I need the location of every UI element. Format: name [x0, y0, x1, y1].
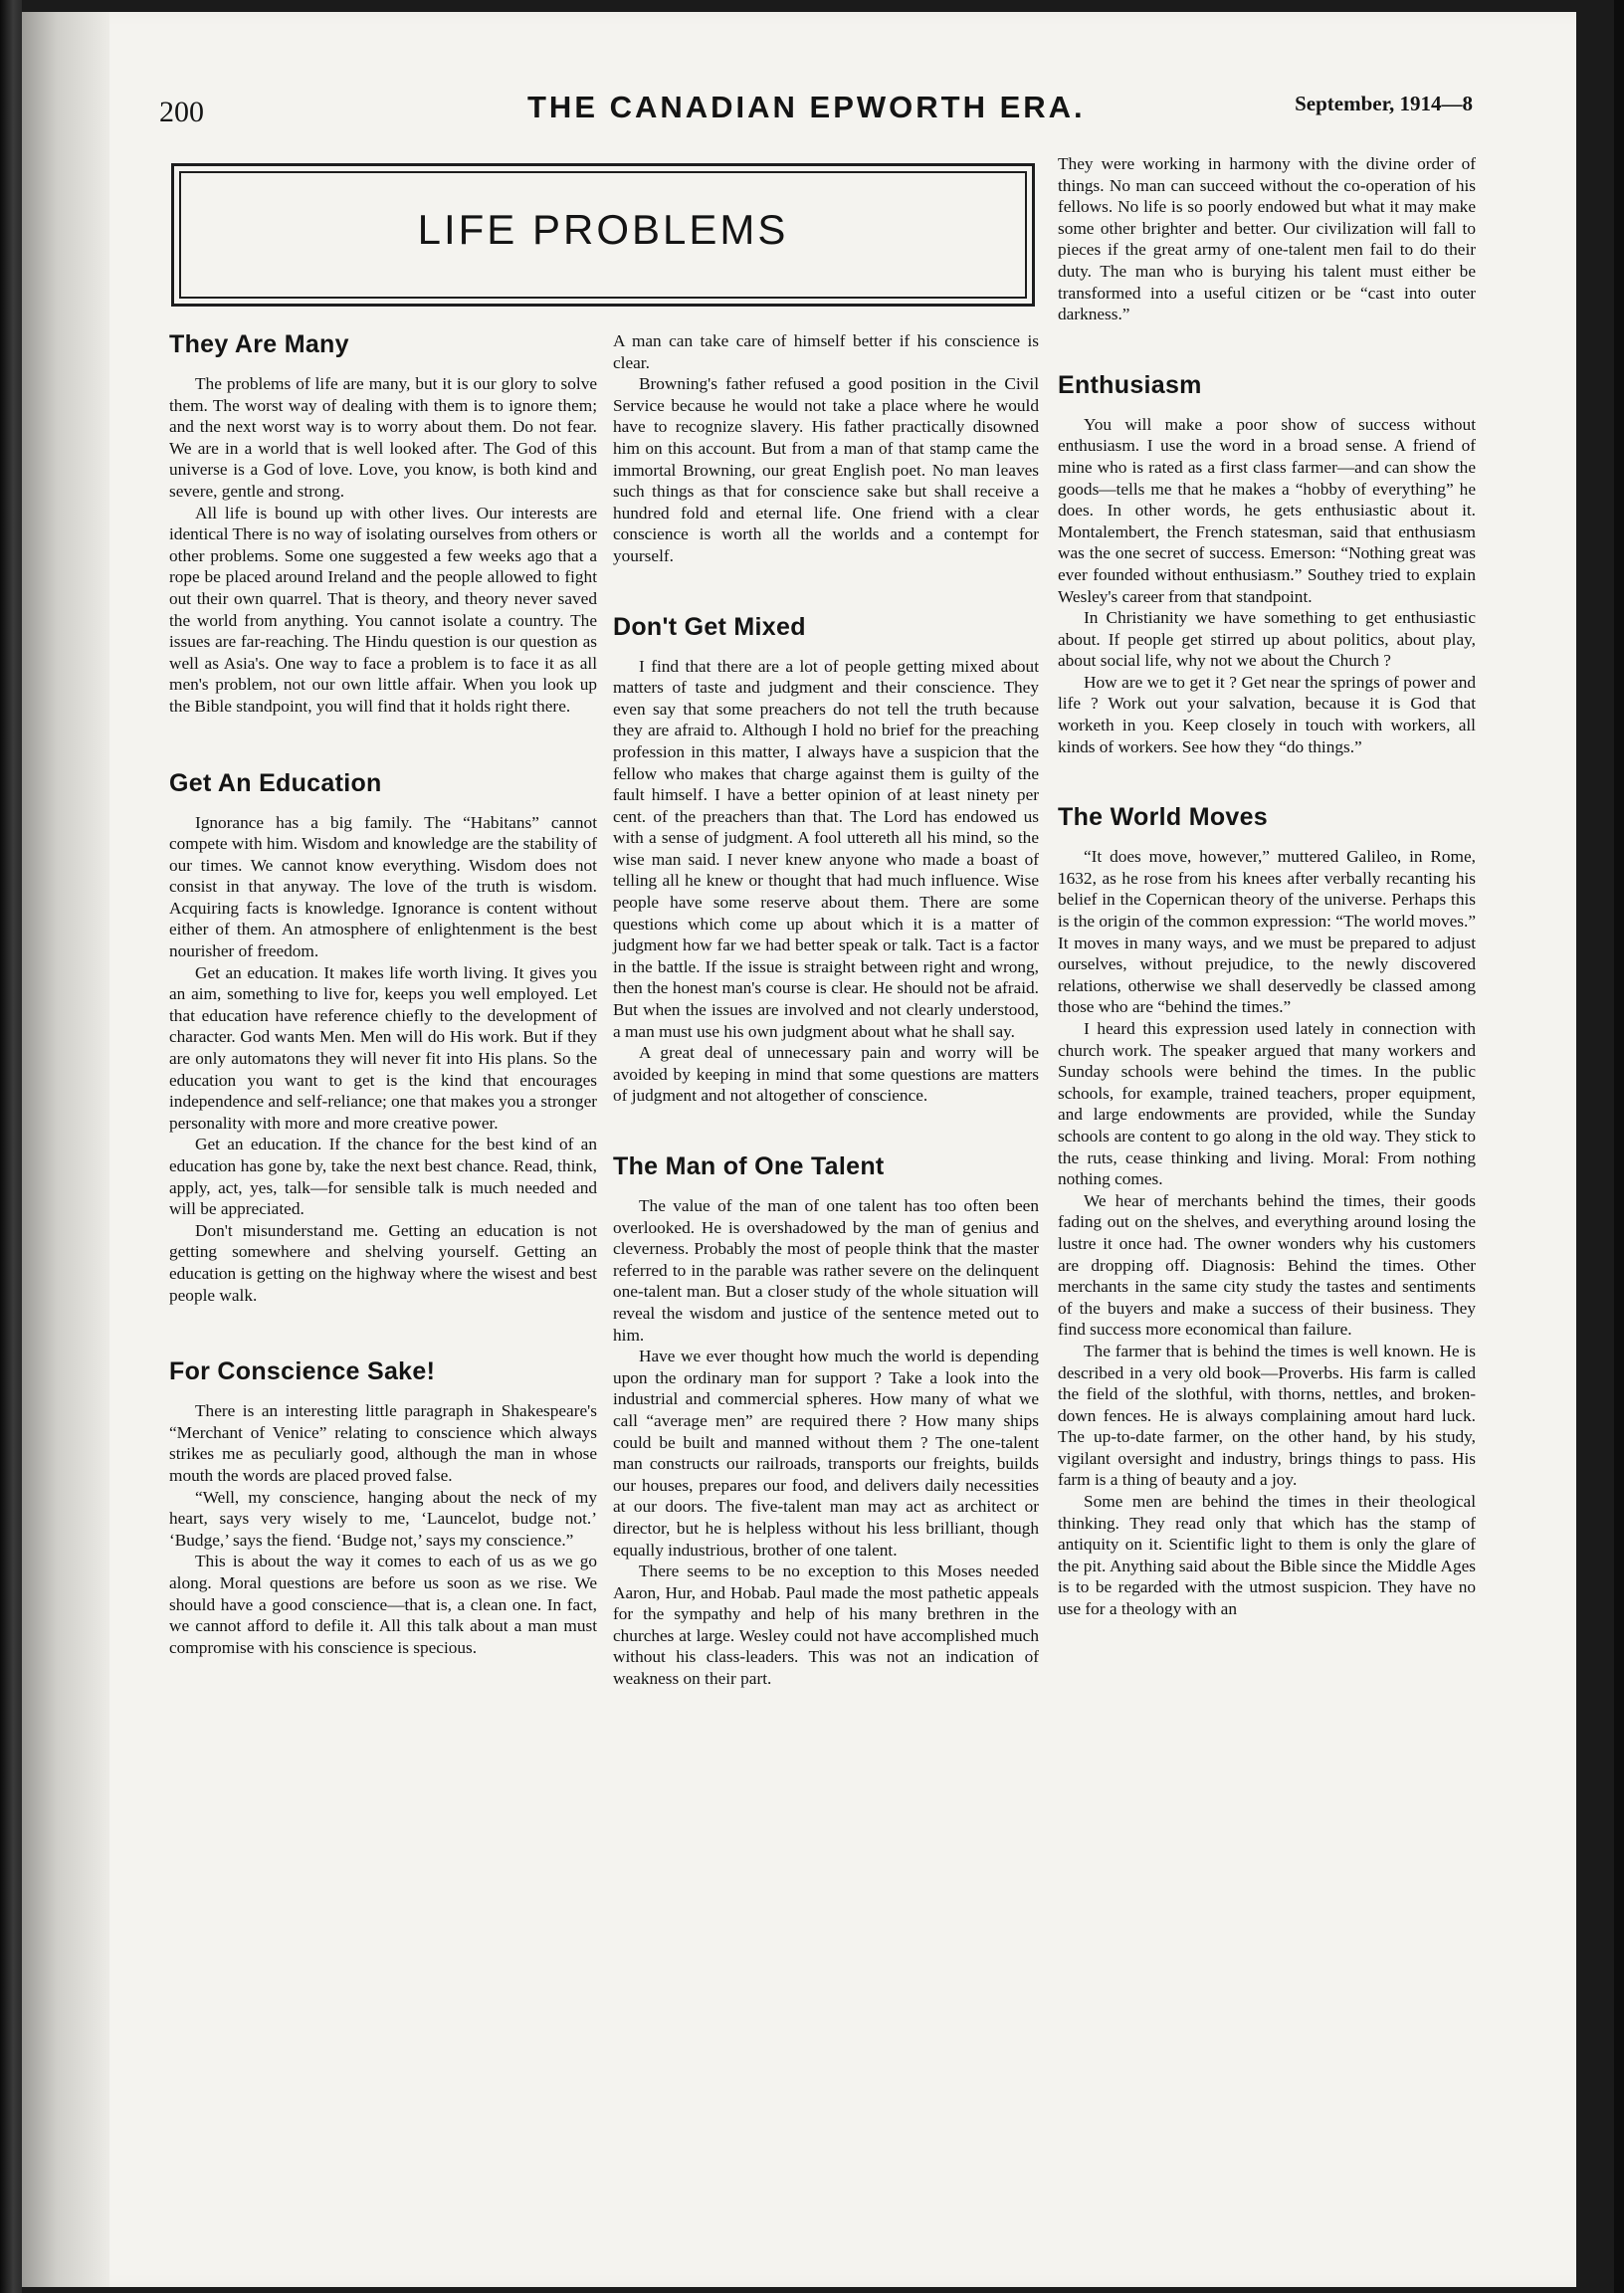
- paragraph: The value of the man of one talent has too often been overlooked. He is overshadowed by the man of genius and cleverness. Probably the most of people think that the master referred to in the parable was rather severe on the delinquent one-talent man. But a closer study of the whole situation will reveal the wisdom and justice of the sentence meted out to him.: [613, 1196, 1039, 1345]
- section-banner: [171, 163, 1035, 307]
- paragraph: Some men are behind the times in their theological thinking. They read only that which has the stamp of antiquity on it. Scientific light to them is only the glare of the pit. Anything said about the Bible since the Middle Ages is to be regarded with the utmost suspicion. They have no use for a theology with an: [1058, 1492, 1476, 1619]
- page-number: 200: [159, 96, 204, 128]
- paragraph: I heard this expression used lately in connection with church work. The speaker argued that many workers and Sunday schools were behind the times. In the public schools, for example, trained teachers, proper equipment, and large endowments are provided, while the Sunday schools are content to go along in the old way. They stick to the ruts, cease thinking and living. Moral: From nothing nothing comes.: [1058, 1019, 1476, 1189]
- article-man-of-one-talent: [613, 1152, 1039, 1690]
- paragraph: “Well, my conscience, hanging about the neck of my heart, says very wisely to me, ‘Launcelot, budge not.’ ‘Budge,’ says the fiend. ‘Budge not,’ says my conscience.”: [169, 1487, 597, 1550]
- paragraph: Don't misunderstand me. Getting an education is not getting somewhere and shelving yourself. Getting an education is getting on the highway where the wisest and best people walk.: [169, 1220, 597, 1305]
- paragraph: A man can take care of himself better if his conscience is clear.: [613, 331, 1039, 372]
- paragraph: Get an education. It makes life worth living. It gives you an aim, something to live for, keeps you well employed. Let that education have reference chiefly to the development of character. God wants Men. Men will do His work. But if they are only automatons they will never fit into His plans. So the education you want to get is the kind that encourages independence and self-reliance; one that makes you a stronger personality with more and more creative power.: [169, 962, 597, 1133]
- paragraph: In Christianity we have something to get enthusiastic about. If people get stirred up about politics, about play, about social life, why not we about the Church ?: [1058, 608, 1476, 671]
- article-man-of-one-talent-continued: [1058, 153, 1476, 325]
- article-the-world-moves: [1058, 803, 1476, 1619]
- paragraph: How are we to get it ? Get near the springs of power and life ? Work out your salvation, because it is God that worketh in you. Keep closely in touch with workers, all kinds of workers. See how they “do things.”: [1058, 672, 1476, 756]
- paragraph: I find that there are a lot of people getting mixed about matters of taste and judgment and their conscience. They even say that some preachers do not tell the truth because they are afraid to. Although I hold no brief for the preaching profession in this matter, I always have a suspicion that the fellow who makes that charge against them is guilty of the fault himself. I have a better opinion of at least ninety per cent. of the preachers than that. The Lord has endowed us with a sense of judgment. A fool uttereth all his mind, so the wise man said. I never knew anyone who made a boast of telling all he knew or thought that had much influence. Wise people have some reserve about them. There are some questions which come up about which it is a matter of judgment how far we had better speak or talk. Tact is a factor in the battle. If the issue is straight between right and wrong, then the honest man's course is clear. He should not be afraid. But when the issues are involved and not clearly understood, a man must use his own judgment about what he shall say.: [613, 656, 1039, 1041]
- paragraph: “It does move, however,” muttered Galileo, in Rome, 1632, as he rose from his knees after verbally recanting his belief in the Copernican theory of the universe. Perhaps this is the origin of the common expression: “The world moves.” It moves in many ways, and we must be prepared to adjust ourselves, without prejudice, to the newly discovered relations, otherwise we shall deservedly be classed among those who are “behind the times.”: [1058, 847, 1476, 1017]
- article-they-are-many: [169, 330, 597, 718]
- paragraph: There seems to be no exception to this Moses needed Aaron, Hur, and Hobab. Paul made the most pathetic appeals for the sympathy and help of his many brethren in the churches at large. Wesley could not have accomplished much without his class-leaders. This was not an indication of weakness on their part.: [613, 1562, 1039, 1689]
- paragraph: Have we ever thought how much the world is depending upon the ordinary man for support ? Take a look into the industrial and commercial spheres. How many of what we call “average men” are required there ? How many ships could be built and manned without them ? The one-talent man constructs our railroads, transports our freights, builds our houses, prepares our food, and delivers daily necessities at our doors. The five-talent man may act as architect or director, but he is helpless without his less brilliant, though equally industrious, brother of one talent.: [613, 1347, 1039, 1560]
- article-heading: Enthusiasm: [1058, 370, 1202, 399]
- book-spine: [0, 0, 22, 2293]
- article-heading: The Man of One Talent: [613, 1152, 885, 1180]
- article-heading: For Conscience Sake!: [169, 1357, 436, 1386]
- next-page-edge: [1614, 0, 1624, 2293]
- paragraph: This is about the way it comes to each of us as we go along. Moral questions are before us soon as we rise. We should have a good conscience—that is, a clean one. In fact, we cannot afford to defile it. All this talk about a man must compromise with his conscience is specious.: [169, 1552, 597, 1657]
- article-heading: They Are Many: [169, 330, 349, 358]
- article-get-an-education: [169, 769, 597, 1307]
- paragraph: We hear of merchants behind the times, their goods fading out on the shelves, and everything around losing the lustre it once had. The owner wonders why his customers are dropping off. Diagnosis: Behind the times. Other merchants in the same city study the tastes and sentiments of the buyers and make a success of their business. They find success more economical than failure.: [1058, 1190, 1476, 1340]
- article-heading: Don't Get Mixed: [613, 612, 806, 641]
- paragraph: All life is bound up with other lives. Our interests are identical There is no way of isolating ourselves from others or other problems. Some one suggested a few weeks ago that a rope be placed around Ireland and the people allowed to fight out their own quarrel. That is theory, and theory never saved the world from anything. You cannot isolate a country. The issues are far-reaching. The Hindu question is our question as well as Asia's. One way to face a problem is to face it as all men's problem, not our own little affair. When you look up the Bible standpoint, you will find that it holds right there.: [169, 503, 597, 716]
- article-for-conscience-sake: [169, 1357, 597, 1658]
- paragraph: They were working in harmony with the divine order of things. No man can succeed without the co-operation of his fellows. No life is so poorly endowed but what it may make some other brighter and better. Our civilization will fall to pieces if the great army of one-talent men fail to do their duty. The man who is burying his talent must either be transformed into a useful citizen or be “cast into outer darkness.”: [1058, 154, 1476, 324]
- article-for-conscience-sake-continued: [613, 330, 1039, 567]
- article-heading: Get An Education: [169, 768, 382, 797]
- issue-date: September, 1914—8: [1295, 92, 1473, 115]
- paragraph: Ignorance has a big family. The “Habitans” cannot compete with him. Wisdom and knowledge are the stability of our times. We cannot know everything. Wisdom does not consist in that anyway. The love of the truth is wisdom. Acquiring facts is knowledge. Ignorance is content without either of them. An atmosphere of enlightenment is the best nourisher of freedom.: [169, 812, 597, 961]
- paragraph: Get an education. If the chance for the best kind of an education has gone by, take the next best chance. Read, think, apply, act, yes, talk—for sensible talk is much needed and will be appreciated.: [169, 1135, 597, 1219]
- paragraph: You will make a poor show of success without enthusiasm. I use the word in a broad sense. A friend of mine who is rated as a first class farmer—and can show the goods—tells me that he makes a “hobby of everything” he does. In other words, he gets enthusiastic about it. Montalembert, the French statesman, said that enthusiasm was the one secret of success. Emerson: “Nothing great was ever founded without enthusiasm.” Southey tried to explain Wesley's career from that standpoint.: [1058, 414, 1476, 606]
- paragraph: The farmer that is behind the times is well known. He is described in a very old book—Proverbs. His farm is called the field of the slothful, with thorns, nettles, and broken-down fences. He is always complaining amout hard luck. The up-to-date farmer, on the other hand, by his study, vigilant oversight and industry, brings things to pass. His farm is a thing of beauty and a joy.: [1058, 1341, 1476, 1490]
- page-gutter-shadow: [22, 12, 109, 2287]
- banner-title: LIFE PROBLEMS: [417, 206, 789, 253]
- column-1: [169, 330, 597, 1658]
- article-heading: The World Moves: [1058, 803, 1269, 832]
- paragraph: A great deal of unnecessary pain and worry will be avoided by keeping in mind that some questions are matters of judgment and not altogether of conscience.: [613, 1043, 1039, 1106]
- paragraph: The problems of life are many, but it is our glory to solve them. The worst way of dealing with them is to ignore them; and the next worst way is to worry about them. Do not fear. We are in a world that is well looked after. The God of this universe is a God of love. Love, you know, is both kind and severe, gentle and strong.: [169, 374, 597, 501]
- journal-title: THE CANADIAN EPWORTH ERA.: [527, 90, 1086, 124]
- running-header: [159, 88, 1473, 137]
- article-enthusiasm: [1058, 371, 1476, 758]
- article-dont-get-mixed: [613, 613, 1039, 1107]
- paragraph: There is an interesting little paragraph in Shakespeare's “Merchant of Venice” relating to conscience which always strikes me as peculiarly good, although the man in whose mouth the words are placed proved false.: [169, 1401, 597, 1485]
- column-3: [1058, 153, 1476, 1620]
- paragraph: Browning's father refused a good position in the Civil Service because he would not take a place where he would have to recognize slavery. His father practically disowned him on this account. But from a man of that stamp came the immortal Browning, our great English poet. No man leaves such things as that for conscience sake but shall receive a hundred fold and eternal life. One friend with a clear conscience is worth all the worlds and a contempt for yourself.: [613, 374, 1039, 565]
- column-2: [613, 330, 1039, 1690]
